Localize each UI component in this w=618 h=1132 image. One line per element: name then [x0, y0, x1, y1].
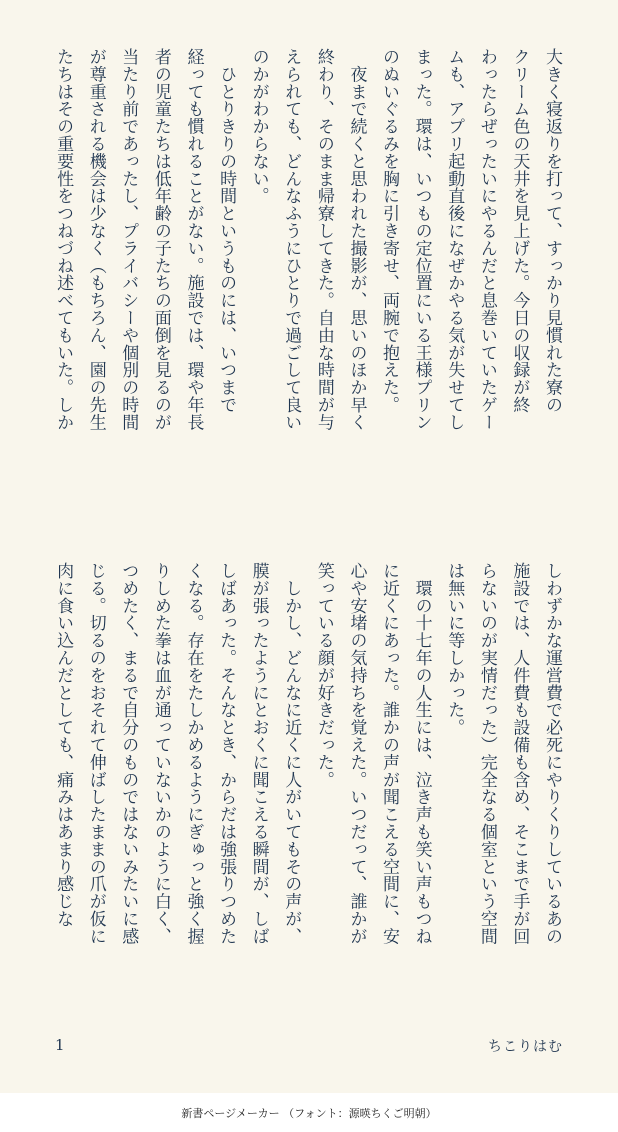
author-name: ちこりはむ [488, 1039, 563, 1055]
page-number: 1 [55, 1036, 65, 1054]
text-column-block-top: 大きく寝返りを打って、すっかり見慣れた寮の クリーム色の天井を見上げた。今日の収録が終 わったらぜったいにやるんだと息巻いていたゲー ムも、アプリ起動直後になぜかやる気が失せてし まった。環は、いつもの定位置にいる王様プリン のぬいぐるみを胸に引き寄せ、両腕で抱えた。 夜まで続くと思われた撮影が、思いのほか早く 終わり、そのまま帰寮してきた。自由な時間が与 えられても、どんなふうにひとりで過ごして良い のかがわからない。 ひとりきりの時間というものには、いつまで 経っても慣れることがない。施設では、環や年長 者の児童たちは低年齢の子たちの面倒を見るのが 当たり前であったし、プライバシーや個別の時間 が尊重される機会は少なく（もちろん、園の先生 たちはその重要性をつねづね述べてもいた。しか [53, 48, 562, 431]
text-column-block-bottom: しわずかな運営費で必死にやりくりしているあの 施設では、人件費も設備も含め、そこまで手が回 らないのが実情だった）完全なる個室という空間 は無いに等しかった。 環の十七年の人生には、泣き声も笑い声もつね に近くにあった。誰かの声が聞こえる空間に、安 心や安堵の気持ちを覚えた。いつだって、誰かが 笑っている顔が好きだった。 しかし、どんなに近くに人がいてもその声が、 膜が張ったようにとおくに聞こえる瞬間が、しば しばあった。そんなとき、からだは強張りつめた くなる。存在をたしかめるようにぎゅっと強く握 りしめた拳は血が通っていないかのように白く、 つめたく、まるで自分のものではないみたいに感 じる。切るのをおそれて伸ばしたままの爪が仮に 肉に食い込んだとしても、痛みはあまり感じな [53, 562, 562, 945]
footer-caption [0, 1093, 618, 1132]
footer-label: 新書ページメーカー （フォント：源暎ちくご明朝） [181, 1106, 437, 1120]
